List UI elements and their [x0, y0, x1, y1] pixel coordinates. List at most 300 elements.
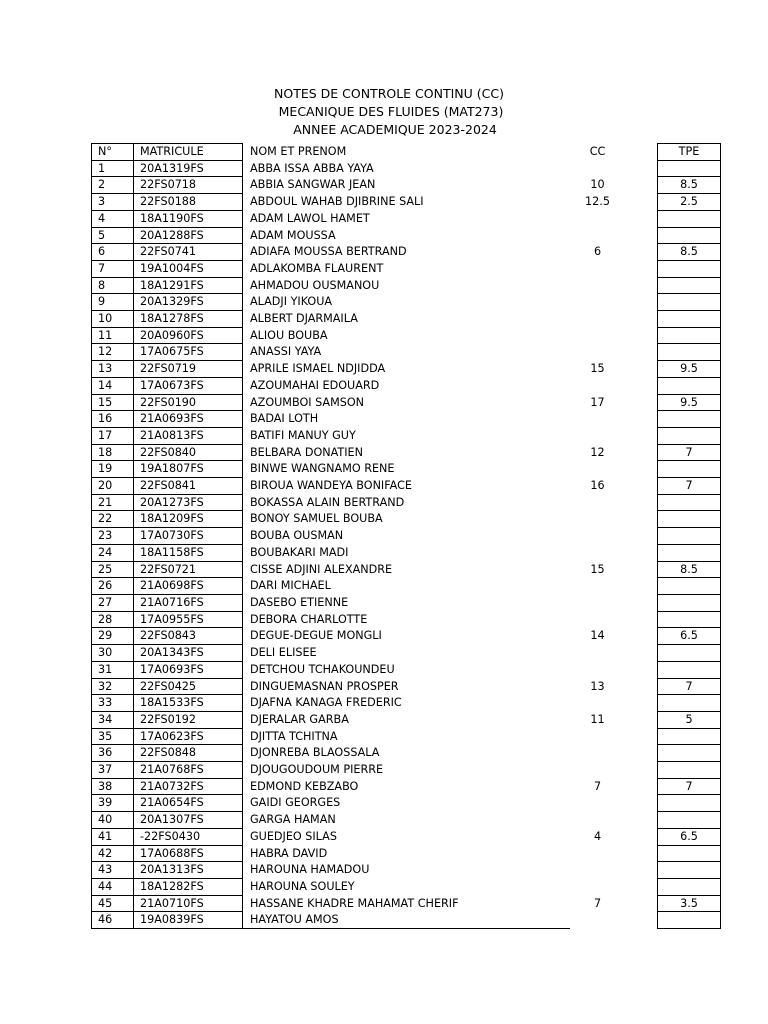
cell-spacer	[625, 611, 658, 628]
cell-spacer	[625, 661, 658, 678]
cell-cc	[570, 427, 625, 444]
cell-spacer	[625, 728, 658, 745]
cell-no: 41	[92, 828, 134, 845]
cell-cc	[570, 661, 625, 678]
cell-spacer	[625, 845, 658, 862]
table-row	[92, 511, 721, 528]
cell-tpe	[658, 845, 721, 862]
table-row	[92, 544, 721, 561]
cell-no: 28	[92, 611, 134, 628]
cell-no: 1	[92, 160, 134, 177]
cell-tpe: 7	[658, 778, 721, 795]
cell-no: 11	[92, 327, 134, 344]
cell-matricule: 22FS0188	[134, 194, 243, 211]
cell-cc: 16	[590, 479, 605, 493]
table-row	[92, 361, 721, 378]
cell-no: 16	[92, 411, 134, 428]
cell-matricule: 22FS0840	[134, 444, 243, 461]
header-tpe: TPE	[658, 144, 721, 161]
cell-name: DARI MICHAEL	[243, 578, 571, 595]
cell-matricule: 20A1319FS	[134, 160, 243, 177]
cell-name: BINWE WANGNAMO RENE	[243, 461, 571, 478]
cell-matricule: 22FS0190	[134, 394, 243, 411]
cell-cc	[570, 578, 625, 595]
table-row	[92, 227, 721, 244]
cell-spacer	[625, 361, 658, 378]
header-no: N°	[92, 144, 134, 161]
cell-matricule: 22FS0721	[134, 561, 243, 578]
cell-name: DETCHOU TCHAKOUNDEU	[243, 661, 571, 678]
cell-cc: 6	[593, 245, 602, 259]
cell-cc	[570, 277, 625, 294]
cell-name: DJERALAR GARBA	[243, 711, 571, 728]
cell-matricule: 17A0955FS	[134, 611, 243, 628]
cell-no: 10	[92, 311, 134, 328]
cell-tpe	[658, 427, 721, 444]
cell-tpe: 8.5	[658, 244, 721, 261]
cell-no: 9	[92, 294, 134, 311]
cell-spacer	[625, 160, 658, 177]
cell-matricule: 21A0732FS	[134, 778, 243, 795]
cell-spacer	[625, 528, 658, 545]
table-row	[92, 828, 721, 845]
cell-spacer	[625, 594, 658, 611]
cell-matricule: 17A0623FS	[134, 728, 243, 745]
cell-cc	[570, 795, 625, 812]
cell-spacer	[625, 427, 658, 444]
cell-matricule: 20A1329FS	[134, 294, 243, 311]
table-row	[92, 778, 721, 795]
cell-cc	[570, 294, 625, 311]
cell-no: 34	[92, 711, 134, 728]
cell-no: 13	[92, 361, 134, 378]
grades-table	[91, 143, 721, 929]
cell-name: BOUBAKARI MADI	[243, 544, 571, 561]
cell-matricule: 18A1158FS	[134, 544, 243, 561]
cell-cc: 7	[593, 896, 602, 910]
cell-tpe	[658, 377, 721, 394]
cell-no: 23	[92, 528, 134, 545]
cell-cc	[570, 528, 625, 545]
cell-name: DELI ELISEE	[243, 645, 571, 662]
cell-tpe: 8.5	[658, 177, 721, 194]
table-row	[92, 194, 721, 211]
cell-cc	[570, 594, 625, 611]
cell-name: BADAI LOTH	[243, 411, 571, 428]
cell-no: 25	[92, 561, 134, 578]
cell-no: 12	[92, 344, 134, 361]
course-title: MECANIQUE DES FLUIDES (MAT273)	[278, 104, 504, 119]
cell-cc	[570, 611, 625, 628]
cell-no: 5	[92, 227, 134, 244]
table-row	[92, 377, 721, 394]
cell-no: 6	[92, 244, 134, 261]
table-row	[92, 762, 721, 779]
cell-name: ANASSI YAYA	[243, 344, 571, 361]
cell-cc: 15	[590, 362, 605, 376]
cell-spacer	[625, 678, 658, 695]
cell-spacer	[625, 194, 658, 211]
cell-matricule: 19A1004FS	[134, 260, 243, 277]
cell-name: HABRA DAVID	[243, 845, 571, 862]
cell-cc	[570, 762, 625, 779]
cell-cc	[570, 160, 625, 177]
cell-matricule: 22FS0425	[134, 678, 243, 695]
cell-tpe	[658, 812, 721, 829]
cell-name: BOUBA OUSMAN	[243, 528, 571, 545]
cell-name: AZOUMBOI SAMSON	[243, 394, 571, 411]
document-title-block	[0, 85, 768, 139]
table-row	[92, 461, 721, 478]
table-row	[92, 528, 721, 545]
table-row	[92, 210, 721, 227]
document-title: NOTES DE CONTROLE CONTINU (CC)	[274, 86, 504, 101]
cell-no: 19	[92, 461, 134, 478]
cell-name: GARGA HAMAN	[243, 812, 571, 829]
cell-cc	[570, 411, 625, 428]
cell-tpe	[658, 528, 721, 545]
cell-matricule: 22FS0848	[134, 745, 243, 762]
cell-spacer	[625, 878, 658, 895]
table-row	[92, 311, 721, 328]
cell-no: 37	[92, 762, 134, 779]
cell-tpe	[658, 762, 721, 779]
table-row	[92, 327, 721, 344]
cell-tpe	[658, 611, 721, 628]
cell-matricule: 19A0839FS	[134, 912, 243, 929]
cell-tpe	[658, 728, 721, 745]
table-row	[92, 478, 721, 495]
cell-cc: 14	[590, 629, 605, 643]
cell-matricule: 18A1190FS	[134, 210, 243, 227]
cell-name: DJONREBA BLAOSSALA	[243, 745, 571, 762]
cell-name: ADAM LAWOL HAMET	[243, 210, 571, 227]
cell-name: APRILE ISMAEL NDJIDDA	[243, 361, 571, 378]
cell-spacer	[625, 227, 658, 244]
table-row	[92, 277, 721, 294]
cell-matricule: 22FS0841	[134, 478, 243, 495]
table-row	[92, 260, 721, 277]
cell-tpe: 5	[658, 711, 721, 728]
cell-matricule: 18A1209FS	[134, 511, 243, 528]
cell-tpe: 9.5	[658, 394, 721, 411]
cell-no: 39	[92, 795, 134, 812]
cell-no: 24	[92, 544, 134, 561]
cell-spacer	[625, 377, 658, 394]
cell-matricule: 17A0730FS	[134, 528, 243, 545]
cell-cc: 12.5	[585, 195, 610, 209]
cell-cc: 13	[590, 679, 605, 693]
cell-tpe	[658, 745, 721, 762]
cell-cc	[570, 695, 625, 712]
cell-tpe	[658, 594, 721, 611]
cell-cc	[570, 260, 625, 277]
cell-spacer	[625, 327, 658, 344]
cell-matricule: 21A0654FS	[134, 795, 243, 812]
cell-spacer	[625, 411, 658, 428]
cell-tpe: 7	[658, 478, 721, 495]
table-row	[92, 645, 721, 662]
table-row	[92, 895, 721, 912]
cell-spacer	[625, 394, 658, 411]
cell-spacer	[625, 244, 658, 261]
cell-matricule: 20A0960FS	[134, 327, 243, 344]
cell-name: GUEDJEO SILAS	[243, 828, 571, 845]
cell-matricule: 21A0710FS	[134, 895, 243, 912]
cell-spacer	[625, 494, 658, 511]
cell-cc	[570, 377, 625, 394]
cell-spacer	[625, 645, 658, 662]
cell-spacer	[625, 444, 658, 461]
cell-name: DJAFNA KANAGA FREDERIC	[243, 695, 571, 712]
cell-name: HAROUNA HAMADOU	[243, 862, 571, 879]
cell-cc	[570, 544, 625, 561]
table-row	[92, 711, 721, 728]
cell-name: BATIFI MANUY GUY	[243, 427, 571, 444]
table-row	[92, 427, 721, 444]
cell-spacer	[625, 277, 658, 294]
header-spacer	[625, 144, 658, 161]
cell-no: 17	[92, 427, 134, 444]
table-row	[92, 611, 721, 628]
cell-no: 4	[92, 210, 134, 227]
table-row	[92, 628, 721, 645]
cell-no: 46	[92, 912, 134, 929]
cell-no: 32	[92, 678, 134, 695]
cell-name: ABDOUL WAHAB DJIBRINE SALI	[243, 194, 571, 211]
cell-spacer	[625, 478, 658, 495]
cell-no: 42	[92, 845, 134, 862]
cell-cc: 11	[590, 712, 605, 726]
cell-name: BONOY SAMUEL BOUBA	[243, 511, 571, 528]
cell-name: ADLAKOMBA FLAURENT	[243, 260, 571, 277]
cell-matricule: 21A0716FS	[134, 594, 243, 611]
cell-name: BELBARA DONATIEN	[243, 444, 571, 461]
cell-tpe	[658, 494, 721, 511]
cell-cc: 10	[590, 178, 605, 192]
table-row	[92, 695, 721, 712]
cell-tpe: 8.5	[658, 561, 721, 578]
cell-spacer	[625, 260, 658, 277]
cell-no: 43	[92, 862, 134, 879]
cell-spacer	[625, 544, 658, 561]
cell-name: ABBIA SANGWAR JEAN	[243, 177, 571, 194]
cell-tpe	[658, 661, 721, 678]
cell-cc: 12	[590, 445, 605, 459]
cell-name: BOKASSA ALAIN BERTRAND	[243, 494, 571, 511]
cell-spacer	[625, 762, 658, 779]
cell-cc	[570, 511, 625, 528]
cell-name: ALBERT DJARMAILA	[243, 311, 571, 328]
cell-tpe	[658, 878, 721, 895]
cell-tpe: 7	[658, 444, 721, 461]
cell-cc	[570, 728, 625, 745]
cell-cc	[570, 227, 625, 244]
cell-cc	[570, 912, 625, 929]
cell-matricule: 17A0693FS	[134, 661, 243, 678]
cell-matricule: 20A1307FS	[134, 812, 243, 829]
cell-matricule: 18A1291FS	[134, 277, 243, 294]
cell-tpe: 6.5	[658, 828, 721, 845]
cell-spacer	[625, 177, 658, 194]
cell-name: ALIOU BOUBA	[243, 327, 571, 344]
cell-no: 44	[92, 878, 134, 895]
table-row	[92, 160, 721, 177]
cell-name: HAYATOU AMOS	[243, 912, 571, 929]
cell-cc: 15	[590, 562, 605, 576]
cell-spacer	[625, 294, 658, 311]
cell-spacer	[625, 344, 658, 361]
cell-no: 22	[92, 511, 134, 528]
cell-matricule: 18A1278FS	[134, 311, 243, 328]
cell-no: 20	[92, 478, 134, 495]
cell-spacer	[625, 628, 658, 645]
table-body	[92, 160, 721, 928]
table-row	[92, 177, 721, 194]
cell-matricule: 22FS0192	[134, 711, 243, 728]
table-row	[92, 878, 721, 895]
table-row	[92, 661, 721, 678]
cell-no: 2	[92, 177, 134, 194]
cell-matricule: 20A1313FS	[134, 862, 243, 879]
cell-tpe	[658, 511, 721, 528]
cell-matricule: 17A0675FS	[134, 344, 243, 361]
cell-matricule: 21A0768FS	[134, 762, 243, 779]
cell-name: AZOUMAHAI EDOUARD	[243, 377, 571, 394]
cell-no: 38	[92, 778, 134, 795]
cell-tpe	[658, 461, 721, 478]
cell-tpe	[658, 294, 721, 311]
cell-matricule: 21A0693FS	[134, 411, 243, 428]
academic-year: ANNEE ACADEMIQUE 2023-2024	[293, 122, 497, 137]
table-row	[92, 594, 721, 611]
cell-cc: 17	[590, 395, 605, 409]
cell-spacer	[625, 311, 658, 328]
cell-no: 27	[92, 594, 134, 611]
cell-name: HAROUNA SOULEY	[243, 878, 571, 895]
table-row	[92, 795, 721, 812]
cell-cc	[570, 645, 625, 662]
cell-no: 40	[92, 812, 134, 829]
cell-spacer	[625, 912, 658, 929]
cell-no: 18	[92, 444, 134, 461]
cell-cc	[570, 327, 625, 344]
table-row	[92, 812, 721, 829]
cell-name: DEGUE-DEGUE MONGLI	[243, 628, 571, 645]
cell-tpe	[658, 327, 721, 344]
table-row	[92, 862, 721, 879]
table-row	[92, 728, 721, 745]
table-header-row	[92, 144, 721, 161]
cell-spacer	[625, 778, 658, 795]
cell-tpe	[658, 912, 721, 929]
table-row	[92, 561, 721, 578]
cell-no: 14	[92, 377, 134, 394]
cell-cc	[570, 745, 625, 762]
cell-tpe	[658, 344, 721, 361]
cell-cc	[570, 878, 625, 895]
cell-cc	[570, 461, 625, 478]
cell-tpe: 9.5	[658, 361, 721, 378]
cell-name: ABBA ISSA ABBA YAYA	[243, 160, 571, 177]
cell-tpe	[658, 795, 721, 812]
cell-tpe	[658, 645, 721, 662]
cell-matricule: 22FS0741	[134, 244, 243, 261]
header-name: NOM ET PRENOM	[243, 144, 571, 161]
cell-no: 3	[92, 194, 134, 211]
cell-no: 8	[92, 277, 134, 294]
cell-tpe	[658, 210, 721, 227]
cell-name: HASSANE KHADRE MAHAMAT CHERIF	[243, 895, 571, 912]
cell-spacer	[625, 695, 658, 712]
cell-matricule: 21A0813FS	[134, 427, 243, 444]
table-row	[92, 294, 721, 311]
table-row	[92, 678, 721, 695]
header-cc: CC	[589, 145, 606, 158]
cell-name: ADIAFA MOUSSA BERTRAND	[243, 244, 571, 261]
cell-cc	[570, 862, 625, 879]
cell-spacer	[625, 461, 658, 478]
cell-tpe	[658, 311, 721, 328]
cell-matricule: 22FS0718	[134, 177, 243, 194]
cell-matricule: 17A0673FS	[134, 377, 243, 394]
cell-no: 33	[92, 695, 134, 712]
cell-tpe	[658, 695, 721, 712]
cell-tpe	[658, 277, 721, 294]
cell-name: CISSE ADJINI ALEXANDRE	[243, 561, 571, 578]
cell-cc	[570, 845, 625, 862]
cell-tpe	[658, 227, 721, 244]
table-row	[92, 411, 721, 428]
cell-matricule: 20A1273FS	[134, 494, 243, 511]
table-row	[92, 494, 721, 511]
cell-no: 36	[92, 745, 134, 762]
table-row	[92, 244, 721, 261]
cell-name: GAIDI GEORGES	[243, 795, 571, 812]
cell-name: DASEBO ETIENNE	[243, 594, 571, 611]
cell-tpe	[658, 578, 721, 595]
cell-name: DEBORA CHARLOTTE	[243, 611, 571, 628]
cell-matricule: 21A0698FS	[134, 578, 243, 595]
cell-matricule: 18A1282FS	[134, 878, 243, 895]
cell-spacer	[625, 862, 658, 879]
cell-cc	[570, 210, 625, 227]
cell-tpe	[658, 544, 721, 561]
cell-name: DJOUGOUDOUM PIERRE	[243, 762, 571, 779]
cell-matricule: 20A1343FS	[134, 645, 243, 662]
cell-spacer	[625, 795, 658, 812]
cell-cc	[570, 344, 625, 361]
cell-cc	[570, 494, 625, 511]
cell-no: 31	[92, 661, 134, 678]
cell-tpe	[658, 862, 721, 879]
cell-spacer	[625, 511, 658, 528]
cell-name: ADAM MOUSSA	[243, 227, 571, 244]
cell-matricule: -22FS0430	[134, 828, 243, 845]
table-row	[92, 912, 721, 929]
cell-spacer	[625, 578, 658, 595]
cell-tpe	[658, 160, 721, 177]
cell-matricule: 17A0688FS	[134, 845, 243, 862]
cell-matricule: 22FS0843	[134, 628, 243, 645]
cell-matricule: 18A1533FS	[134, 695, 243, 712]
cell-tpe: 6.5	[658, 628, 721, 645]
cell-matricule: 20A1288FS	[134, 227, 243, 244]
cell-cc	[570, 812, 625, 829]
cell-name: EDMOND KEBZABO	[243, 778, 571, 795]
cell-no: 21	[92, 494, 134, 511]
cell-no: 35	[92, 728, 134, 745]
